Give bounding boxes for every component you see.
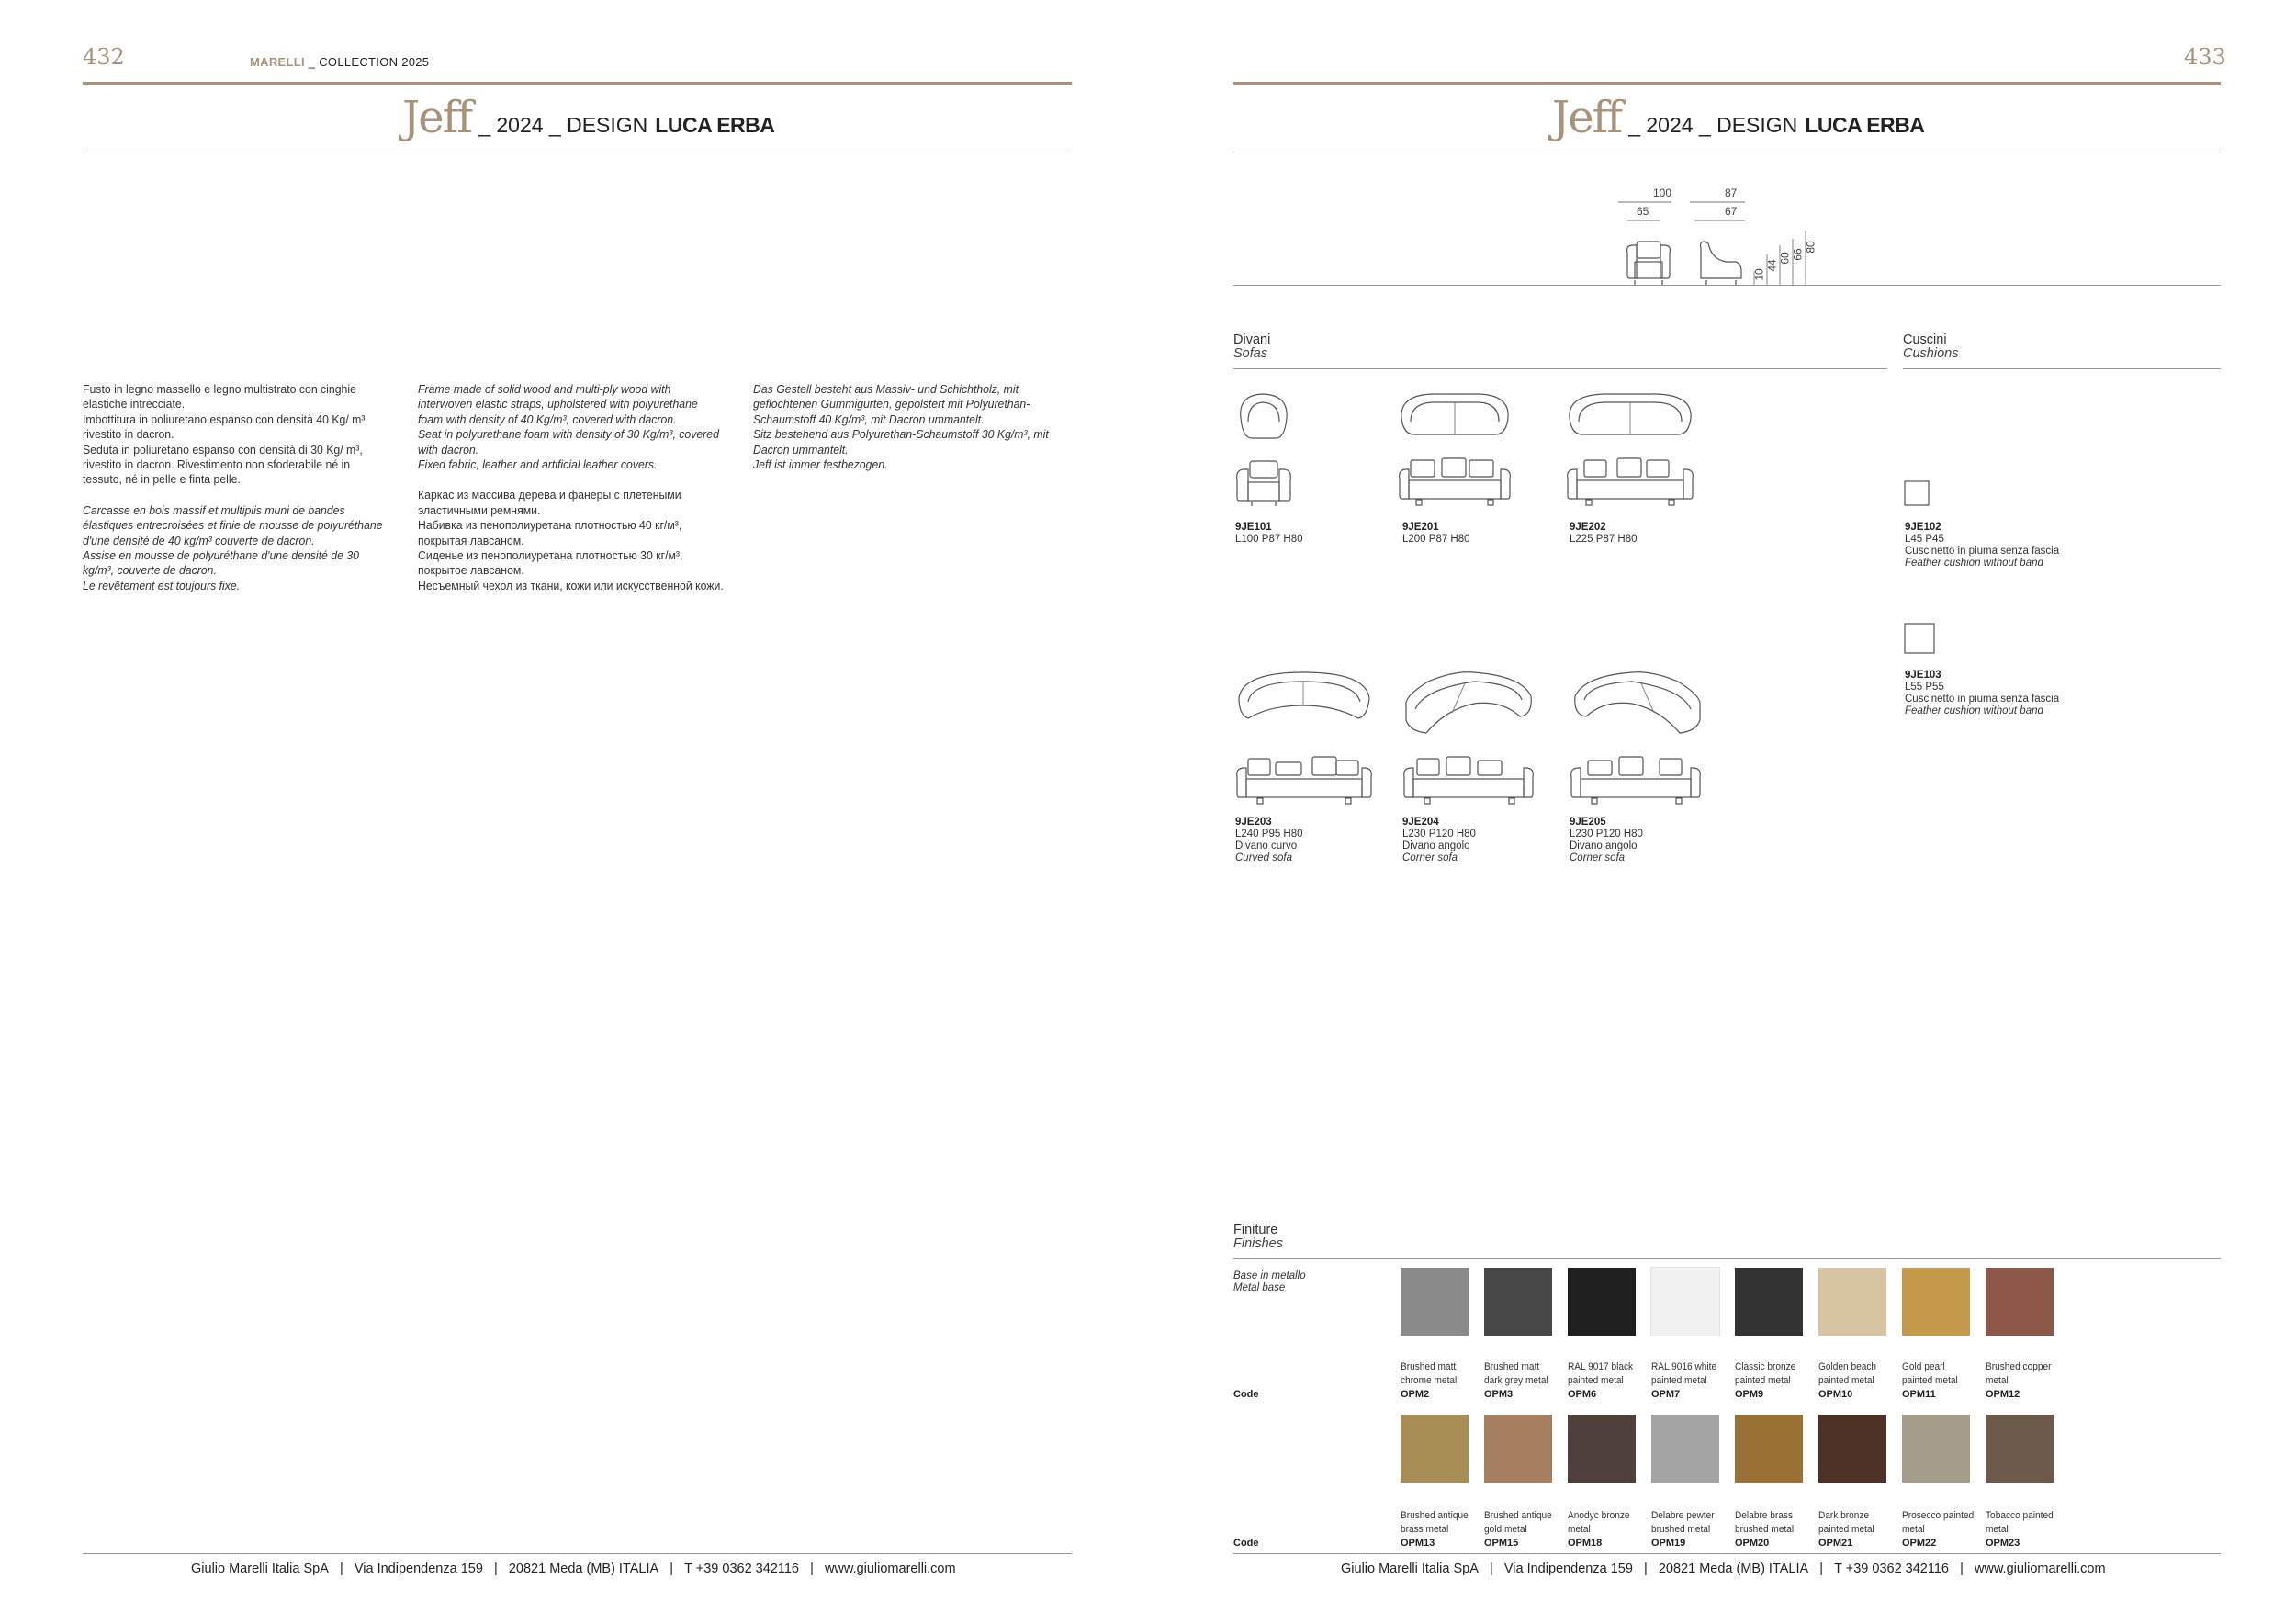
finish-swatch: [1986, 1268, 2054, 1336]
sofa-dims: L225 P87 H80: [1570, 534, 1638, 545]
finish-label: RAL 9016 white painted metal: [1651, 1361, 1717, 1386]
cushions-label-it: Cuscini: [1903, 333, 1947, 347]
sofa-drawing-9je202: [1564, 390, 1697, 510]
collection-label: _ COLLECTION 2025: [308, 55, 430, 69]
sofa-item-9je205[interactable]: [1570, 817, 1643, 864]
header-rule-left: [83, 82, 1072, 85]
sofa-dims: L230 P120 H80: [1402, 829, 1476, 840]
footer-phone: T +39 0362 342116: [1834, 1562, 1949, 1576]
finish-swatch: [1401, 1415, 1469, 1483]
finish-code: OPM2: [1401, 1389, 1430, 1400]
cushion-drawing-9je102: [1903, 479, 1932, 509]
sofa-code: 9JE205: [1570, 817, 1606, 828]
sofa-drawing-9je203: [1233, 669, 1376, 806]
finish-label: Brushed matt dark grey metal: [1484, 1361, 1548, 1386]
sofa-name-en: Curved sofa: [1235, 852, 1293, 863]
footer-city: 20821 Meda (MB) ITALIA: [508, 1562, 659, 1576]
sofas-label-en: Sofas: [1233, 346, 1268, 361]
cushion-name-it: Cuscinetto in piuma senza fascia: [1905, 694, 2060, 705]
sofas-label-it: Divani: [1233, 333, 1271, 347]
cushions-label-en: Cushions: [1903, 346, 1959, 361]
finish-swatch: [1484, 1415, 1552, 1483]
finish-label: Brushed copper metal: [1986, 1361, 2052, 1386]
sofas-rule: [1233, 368, 1887, 369]
finish-code: OPM12: [1986, 1389, 2020, 1400]
sofas-section-label: [1233, 333, 1270, 361]
armchair-front-view: [1627, 242, 1671, 285]
finish-label: Delabre pewter brushed metal: [1651, 1510, 1715, 1535]
finish-label: Prosecco painted metal: [1902, 1510, 1975, 1535]
finish-code: OPM20: [1735, 1538, 1770, 1549]
description-column-1: [83, 382, 390, 609]
finish-code: OPM9: [1735, 1389, 1764, 1400]
dim-width-front: 100: [1653, 186, 1672, 199]
sofa-item-9je204[interactable]: [1402, 817, 1476, 864]
footer-rule-right: [1233, 1553, 2221, 1554]
finish-label: Gold pearl painted metal: [1902, 1361, 1958, 1386]
sofa-name-it: Divano angolo: [1402, 840, 1470, 851]
product-designer: LUCA ERBA: [655, 113, 775, 137]
finish-label: Brushed matt chrome metal: [1401, 1361, 1458, 1386]
finish-code: OPM10: [1818, 1389, 1853, 1400]
cushion-item-9je103[interactable]: [1905, 670, 2059, 717]
dim-depth-side: 67: [1725, 205, 1738, 218]
finish-code: OPM6: [1568, 1389, 1597, 1400]
footer-company: Giulio Marelli Italia SpA: [191, 1562, 329, 1576]
finish-code: OPM21: [1818, 1538, 1853, 1549]
cushion-dims: L45 P45: [1905, 534, 1944, 545]
finish-code: OPM18: [1568, 1538, 1603, 1549]
page-number-left: 432: [83, 44, 125, 70]
finish-swatch: [1401, 1268, 1469, 1336]
product-year-design: _ 2024 _ DESIGN: [478, 113, 648, 137]
metal-base-label-en: Metal base: [1233, 1282, 1286, 1293]
sofa-code: 9JE101: [1235, 522, 1272, 533]
product-year-design: _ 2024 _ DESIGN: [1628, 113, 1798, 137]
finish-code: OPM13: [1401, 1538, 1435, 1549]
finish-code: OPM7: [1651, 1389, 1681, 1400]
cushion-name-it: Cuscinetto in piuma senza fascia: [1905, 546, 2060, 557]
page-number-right: 433: [2184, 44, 2226, 70]
finish-swatch: [1902, 1415, 1970, 1483]
dim-height-label: 10: [1752, 268, 1766, 281]
footer-website[interactable]: www.giuliomarelli.com: [1974, 1562, 2106, 1576]
cushions-section-label: [1903, 333, 1958, 361]
sofa-dims: L230 P120 H80: [1570, 829, 1643, 840]
sofa-name-it: Divano curvo: [1235, 840, 1298, 851]
product-designer: LUCA ERBA: [1805, 113, 1925, 137]
finishes-rule: [1233, 1258, 2221, 1259]
product-name: Jeff: [402, 92, 472, 143]
cushion-drawing-9je103: [1903, 622, 1936, 655]
description-column-2: [418, 382, 726, 609]
finish-swatch: [1902, 1268, 1970, 1336]
finish-swatch: [1818, 1268, 1886, 1336]
sofa-dims: L240 P95 H80: [1235, 829, 1303, 840]
finish-code: OPM3: [1484, 1389, 1514, 1400]
sofa-dims: L200 P87 H80: [1402, 534, 1470, 545]
finish-swatch: [1735, 1415, 1803, 1483]
footer-website[interactable]: www.giuliomarelli.com: [824, 1562, 956, 1576]
finish-swatch: [1818, 1415, 1886, 1483]
dim-height-label: 66: [1791, 248, 1805, 261]
finish-label: Brushed antique brass metal: [1401, 1510, 1469, 1535]
cushion-name-en: Feather cushion without band: [1905, 558, 2043, 569]
finish-label: RAL 9017 black painted metal: [1568, 1361, 1634, 1386]
finishes-label-it: Finiture: [1233, 1223, 1278, 1237]
finish-code: OPM22: [1902, 1538, 1937, 1549]
code-label-row2: Code: [1233, 1538, 1259, 1549]
footer-phone: T +39 0362 342116: [684, 1562, 799, 1576]
dim-height-label: 60: [1778, 252, 1792, 265]
metal-base-label: [1233, 1270, 1306, 1294]
sofa-code: 9JE203: [1235, 817, 1272, 828]
sofa-drawing-9je101: [1233, 390, 1298, 510]
sofa-item-9je201[interactable]: [1402, 522, 1470, 546]
finish-code: OPM19: [1651, 1538, 1686, 1549]
finishes-label-en: Finishes: [1233, 1236, 1283, 1251]
description-russian: Каркас из массива дерева и фанеры с плетеными эластичными ремнями. Набивка из пенополиуретана плотностью 40 кг/м³, покрытая лавсаном. Сиденье из пенополиуретана плотностью 30 кг/м³, покрытое лавсаном. Несъемный чехол из ткани, кожи или искусственной кожи.: [418, 488, 724, 592]
finish-code: OPM11: [1902, 1389, 1936, 1400]
finish-label: Dark bronze painted metal: [1818, 1510, 1874, 1535]
cushion-code: 9JE102: [1905, 522, 1941, 533]
dim-width-side: 87: [1725, 186, 1738, 199]
description-french: Carcasse en bois massif et multiplis muni de bandes élastiques entrecroisées et finie de mousse de polyuréthane d'une densité de 40 kg/m³ couverte de dacron. Assise en mousse de polyuréthane d'une densité de 30 kg/m³, couverte de dacron. Le revêtement est toujours fixe.: [83, 502, 383, 592]
sofa-item-9je203[interactable]: [1235, 817, 1303, 864]
finish-swatch: [1568, 1268, 1636, 1336]
dim-height-label: 44: [1765, 259, 1779, 272]
finish-label: Tobacco painted metal: [1986, 1510, 2054, 1535]
finish-label: Brushed antique gold metal: [1484, 1510, 1552, 1535]
cushion-code: 9JE103: [1905, 670, 1941, 681]
sofa-drawing-9je205: [1568, 669, 1705, 806]
cushion-item-9je102[interactable]: [1905, 522, 2059, 570]
diagram-baseline: [1233, 285, 2221, 286]
finish-label: Golden beach painted metal: [1818, 1361, 1877, 1386]
cushion-dims: L55 P55: [1905, 682, 1944, 693]
finish-label: Anodyc bronze metal: [1568, 1510, 1630, 1535]
header-rule-right: [1233, 82, 2221, 85]
finish-code: OPM15: [1484, 1538, 1519, 1549]
description-italian: Fusto in legno massello e legno multistrato con cinghie elastiche intrecciate. Imbottitura in poliuretano espanso con densità 40 Kg/ m³ rivestito in dacron. Seduta in poliuretano espanso con densità di 30 Kg/ m³, rivestito in dacron. Rivestimento non sfoderabile né in tessuto, né in pelle e finta pelle.: [83, 382, 366, 487]
dim-depth-front: 65: [1637, 205, 1649, 218]
sofa-item-9je101[interactable]: [1235, 522, 1303, 546]
footer-address: Via Indipendenza 159: [1503, 1562, 1633, 1576]
dim-height-label: 80: [1804, 241, 1818, 254]
code-label-row1: Code: [1233, 1389, 1259, 1400]
finish-label: Classic bronze painted metal: [1735, 1361, 1796, 1386]
sofa-name-en: Corner sofa: [1570, 852, 1626, 863]
product-name: Jeff: [1552, 92, 1622, 143]
dimension-diagram: [1616, 197, 1837, 289]
footer-company: Giulio Marelli Italia SpA: [1341, 1562, 1479, 1576]
sofa-drawing-9je201: [1396, 390, 1515, 510]
sofa-drawing-9je204: [1401, 669, 1538, 806]
footer-left: Giulio Marelli Italia SpA | Via Indipendenza 159 | 20821 Meda (MB) ITALIA | T +39 0362 342116 | www.giuliomarelli.com: [191, 1562, 956, 1576]
armchair-side-view: [1701, 242, 1742, 285]
description-german: Das Gestell besteht aus Massiv- und Schichtholz, mit geflochtenen Gummigurten, gepolstert mit Polyurethan-Schaumstoff 40 Kg/m³, mit Dacron ummantelt. Sitz bestehend aus Polyurethan-Schaumstoff 30 Kg/m³, mit Dacron ummantelt. Jeff ist immer festbezogen.: [753, 382, 1049, 472]
product-title-right: [1552, 92, 1924, 143]
sofa-item-9je202[interactable]: [1570, 522, 1638, 546]
footer-right: Giulio Marelli Italia SpA | Via Indipendenza 159 | 20821 Meda (MB) ITALIA | T +39 0362 342116 | www.giuliomarelli.com: [1341, 1562, 2106, 1576]
footer-address: Via Indipendenza 159: [354, 1562, 483, 1576]
finish-swatch: [1651, 1268, 1719, 1336]
finish-swatch: [1568, 1415, 1636, 1483]
product-title-left: [402, 92, 774, 143]
finish-label: Delabre brass brushed metal: [1735, 1510, 1795, 1535]
cushions-rule: [1903, 368, 2221, 369]
footer-city: 20821 Meda (MB) ITALIA: [1658, 1562, 1809, 1576]
sofa-code: 9JE202: [1570, 522, 1606, 533]
sofa-dims: L100 P87 H80: [1235, 534, 1303, 545]
sofa-code: 9JE204: [1402, 817, 1439, 828]
finish-swatch: [1735, 1268, 1803, 1336]
cushion-name-en: Feather cushion without band: [1905, 705, 2043, 716]
finish-swatch: [1484, 1268, 1552, 1336]
footer-rule-left: [83, 1553, 1072, 1554]
metal-base-label-it: Base in metallo: [1233, 1270, 1306, 1281]
brand-header: [250, 55, 429, 69]
brand-name: MARELLI: [250, 55, 305, 69]
sofa-name-en: Corner sofa: [1402, 852, 1458, 863]
finish-code: OPM23: [1986, 1538, 2020, 1549]
sofa-code: 9JE201: [1402, 522, 1439, 533]
finish-swatch: [1986, 1415, 2054, 1483]
finish-swatch: [1651, 1415, 1719, 1483]
sofa-name-it: Divano angolo: [1570, 840, 1638, 851]
finishes-section-label: [1233, 1224, 1283, 1251]
description-column-3: [753, 382, 1061, 488]
description-english: Frame made of solid wood and multi-ply wood with interwoven elastic straps, upholstered with polyurethane foam with density of 40 Kg/m³, covered with dacron. Seat in polyurethane foam with density of 30 Kg/m³, covered with dacron. Fixed fabric, leather and artificial leather covers.: [418, 382, 719, 472]
